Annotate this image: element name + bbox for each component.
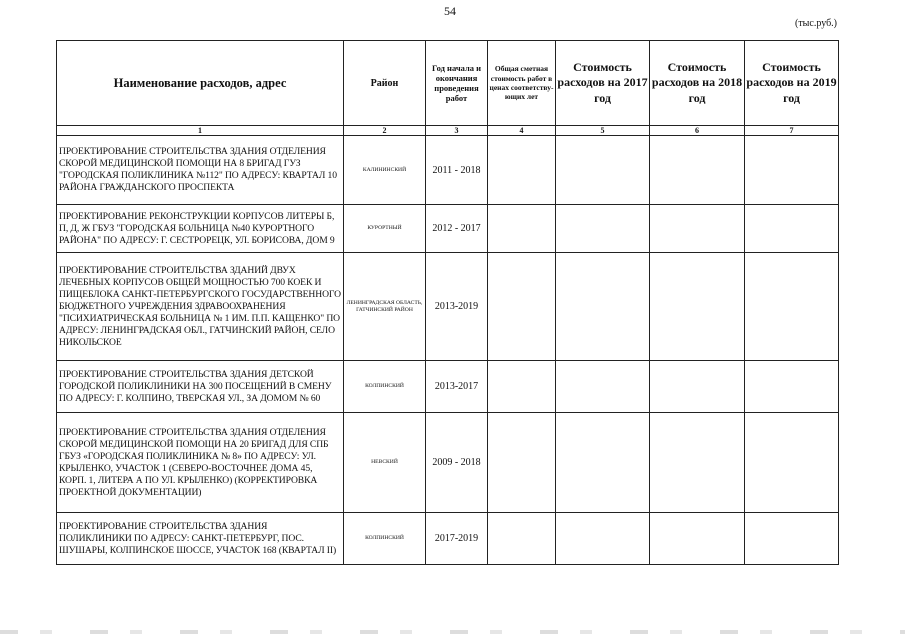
expense-years: 2013-2019	[426, 253, 488, 361]
expense-region: КОЛПИНСКИЙ	[344, 513, 426, 565]
expense-estimate	[488, 253, 556, 361]
header-years: Год начала и окончания проведения работ	[426, 41, 488, 126]
expense-cost-2018	[650, 413, 745, 513]
expense-years: 2013-2017	[426, 361, 488, 413]
expense-estimate	[488, 513, 556, 565]
expense-cost-2018	[650, 136, 745, 205]
scan-artifact	[0, 630, 905, 634]
expense-estimate	[488, 205, 556, 253]
table-row	[57, 253, 839, 361]
header-cost-2019: Стоимость расходов на 2019 год	[745, 41, 839, 126]
column-number: 2	[344, 126, 426, 136]
expense-name: ПРОЕКТИРОВАНИЕ СТРОИТЕЛЬСТВА ЗДАНИЙ ДВУХ ЛЕЧЕБНЫХ КОРПУСОВ ОБЩЕЙ МОЩНОСТЬЮ 700 КОЕК И ПИЩЕБЛОКА САНКТ-ПЕТЕРБУРГСКОГО ГОСУДАРСТВЕННОГО БЮДЖЕТНОГО УЧРЕЖДЕНИЯ ЗДРАВООХРАНЕНИЯ "ПСИХИАТРИЧЕСКАЯ БОЛЬНИЦА № 1 ИМ. П.П. КАЩЕНКО" ПО АДРЕСУ: ЛЕНИНГРАДСКАЯ ОБЛ., ГАТЧИНСКИЙ РАЙОН, СЕЛО НИКОЛЬСКОЕ	[57, 253, 344, 361]
expense-years: 2017-2019	[426, 513, 488, 565]
expenses-table	[56, 40, 839, 565]
table-row	[57, 205, 839, 253]
table-row	[57, 413, 839, 513]
header-cost-2018: Стоимость расходов на 2018 год	[650, 41, 745, 126]
column-number: 5	[556, 126, 650, 136]
expense-cost-2017	[556, 361, 650, 413]
expense-region: КАЛИНИНСКИЙ	[344, 136, 426, 205]
expense-cost-2018	[650, 513, 745, 565]
expense-estimate	[488, 413, 556, 513]
expense-region: НЕВСКИЙ	[344, 413, 426, 513]
column-number: 4	[488, 126, 556, 136]
expense-years: 2012 - 2017	[426, 205, 488, 253]
expense-cost-2018	[650, 205, 745, 253]
table-row	[57, 513, 839, 565]
column-numbers-row	[57, 126, 839, 136]
expense-cost-2017	[556, 205, 650, 253]
expense-years: 2009 - 2018	[426, 413, 488, 513]
expense-cost-2017	[556, 253, 650, 361]
expense-cost-2017	[556, 136, 650, 205]
expense-name: ПРОЕКТИРОВАНИЕ СТРОИТЕЛЬСТВА ЗДАНИЯ ОТДЕЛЕНИЯ СКОРОЙ МЕДИЦИНСКОЙ ПОМОЩИ НА 20 БРИГАД ДЛЯ СПБ ГБУЗ «ГОРОДСКАЯ ПОЛИКЛИНИКА № 8» ПО АДРЕСУ: УЛ. КРЫЛЕНКО, УЧАСТОК 1 (СЕВЕРО-ВОСТОЧНЕЕ ДОМА 45, КОРП. 1, ЛИТЕРА А ПО УЛ. КРЫЛЕНКО) (КОРРЕКТИРОВКА ПРОЕКТНОЙ ДОКУМЕНТАЦИИ)	[57, 413, 344, 513]
header-row	[57, 41, 839, 126]
expense-cost-2018	[650, 361, 745, 413]
expense-region: ЛЕНИНГРАДСКАЯ ОБЛАСТЬ, ГАТЧИНСКИЙ РАЙОН	[344, 253, 426, 361]
expense-cost-2019	[745, 361, 839, 413]
expense-cost-2019	[745, 205, 839, 253]
header-region: Район	[344, 41, 426, 126]
expense-cost-2017	[556, 513, 650, 565]
table-row	[57, 361, 839, 413]
expense-cost-2019	[745, 136, 839, 205]
expense-cost-2019	[745, 253, 839, 361]
expense-estimate	[488, 361, 556, 413]
expense-cost-2018	[650, 253, 745, 361]
units-label: (тыс.руб.)	[794, 18, 837, 29]
expense-name: ПРОЕКТИРОВАНИЕ СТРОИТЕЛЬСТВА ЗДАНИЯ ПОЛИКЛИНИКИ ПО АДРЕСУ: САНКТ-ПЕТЕРБУРГ, ПОС. ШУШАРЫ, КОЛПИНСКОЕ ШОССЕ, УЧАСТОК 168 (КВАРТАЛ II)	[57, 513, 344, 565]
expense-name: ПРОЕКТИРОВАНИЕ РЕКОНСТРУКЦИИ КОРПУСОВ ЛИТЕРЫ Б, П, Д, Ж ГБУЗ "ГОРОДСКАЯ БОЛЬНИЦА №40 КУРОРТНОГО РАЙОНА" ПО АДРЕСУ: Г. СЕСТРОРЕЦК, УЛ. БОРИСОВА, ДОМ 9	[57, 205, 344, 253]
expense-years: 2011 - 2018	[426, 136, 488, 205]
expense-name: ПРОЕКТИРОВАНИЕ СТРОИТЕЛЬСТВА ЗДАНИЯ ОТДЕЛЕНИЯ СКОРОЙ МЕДИЦИНСКОЙ ПОМОЩИ НА 8 БРИГАД ГУЗ "ГОРОДСКАЯ ПОЛИКЛИНИКА №112" ПО АДРЕСУ: КВАРТАЛ 10 РАЙОНА ГРАЖДАНСКОГО ПРОСПЕКТА	[57, 136, 344, 205]
expense-cost-2017	[556, 413, 650, 513]
expense-name: ПРОЕКТИРОВАНИЕ СТРОИТЕЛЬСТВА ЗДАНИЯ ДЕТСКОЙ ГОРОДСКОЙ ПОЛИКЛИНИКИ НА 300 ПОСЕЩЕНИЙ В СМЕНУ ПО АДРЕСУ: Г. КОЛПИНО, ТВЕРСКАЯ УЛ., ЗА ДОМОМ № 60	[57, 361, 344, 413]
expense-cost-2019	[745, 413, 839, 513]
column-number: 6	[650, 126, 745, 136]
expense-estimate	[488, 136, 556, 205]
table-row	[57, 136, 839, 205]
header-name: Наименование расходов, адрес	[57, 41, 344, 126]
expense-region: КУРОРТНЫЙ	[344, 205, 426, 253]
page-number: 54	[444, 4, 456, 18]
column-number: 3	[426, 126, 488, 136]
column-number: 1	[57, 126, 344, 136]
header-cost-2017: Стоимость расходов на 2017 год	[556, 41, 650, 126]
expense-cost-2019	[745, 513, 839, 565]
expense-region: КОЛПИНСКИЙ	[344, 361, 426, 413]
column-number: 7	[745, 126, 839, 136]
header-estimate: Общая сметная стоимость работ в ценах соответству-ющих лет	[488, 41, 556, 126]
